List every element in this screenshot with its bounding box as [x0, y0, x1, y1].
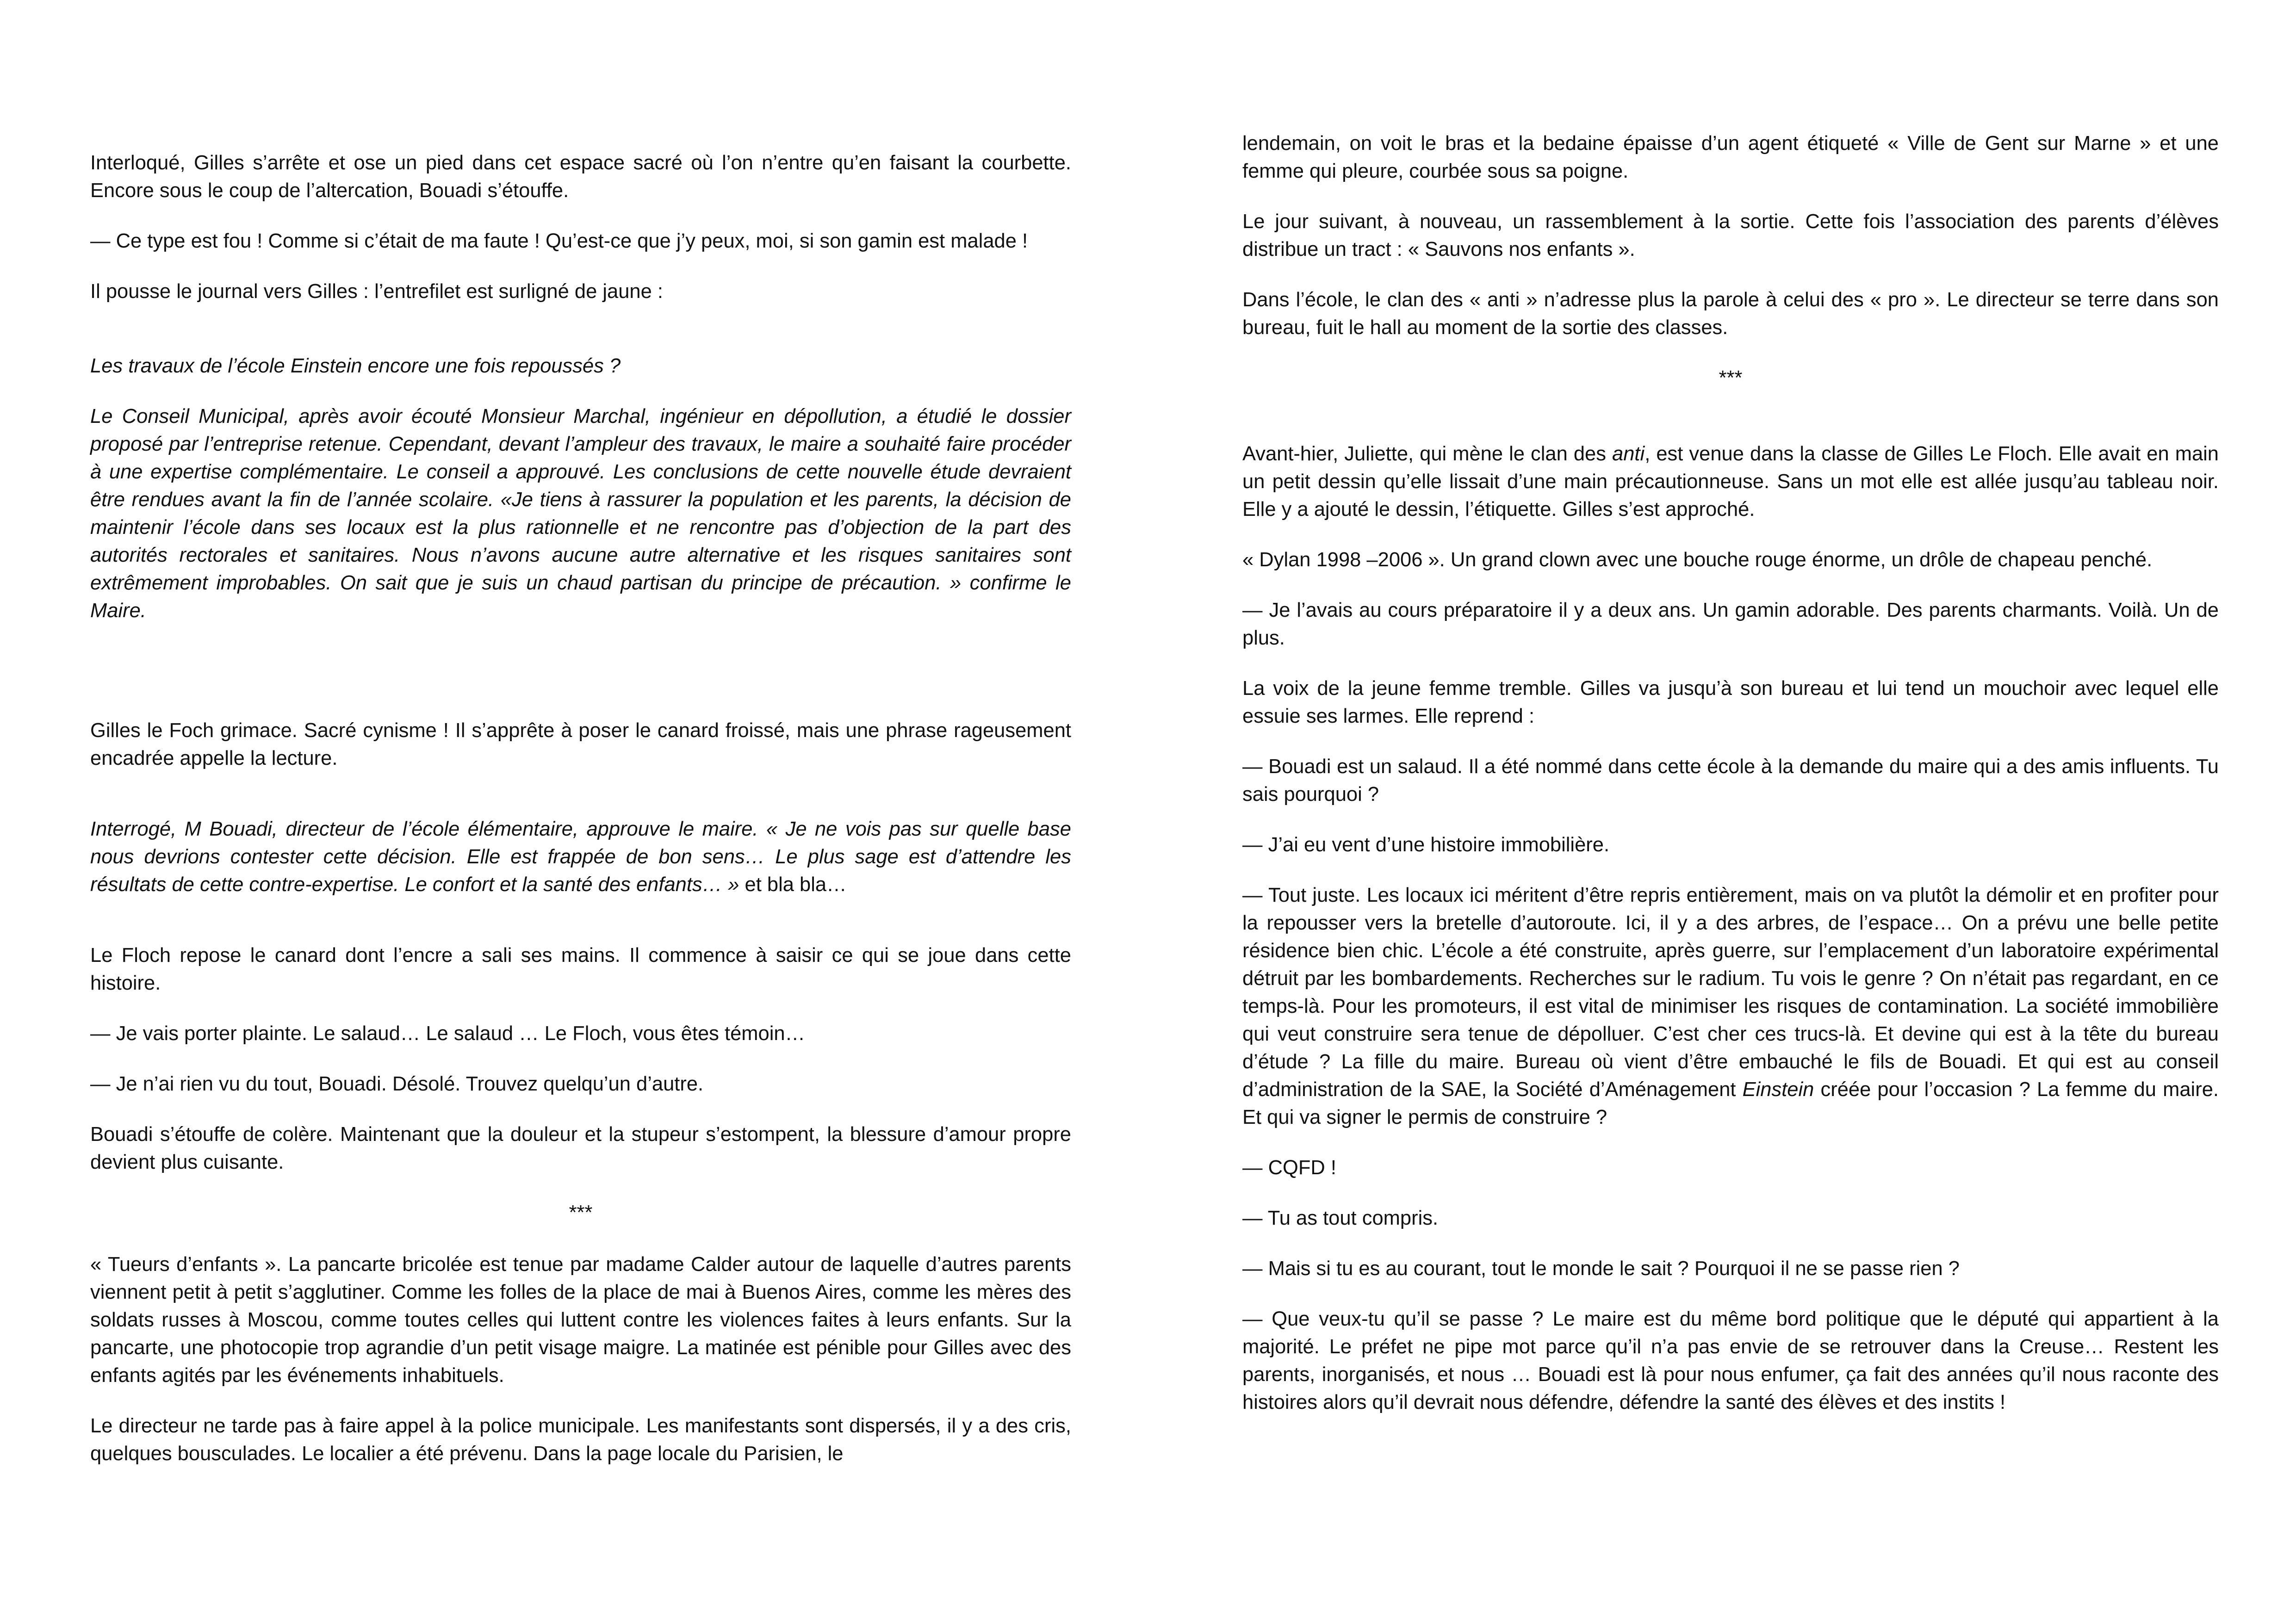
paragraph: lendemain, on voit le bras et la bedaine épaisse d’un agent étiqueté « Ville de Gent sur Marne » et une femme qui pleure, courbée sous sa poigne. [1242, 132, 2219, 182]
article-title: Les travaux de l’école Einstein encore une fois repoussés ? [90, 355, 621, 377]
paragraph: — Que veux-tu qu’il se passe ? Le maire est du même bord politique que le député qui appartient à la majorité. Le préfet ne pipe mot parce qu’il n’a pas envie de se retrouver dans la Creuse… Restent les parents, inorganisés, et nous … Bouadi est là pour nous enfumer, ça fait des années qu’il nous raconte des histoires alors qu’il devrait nous défendre, défendre la santé des élèves et des instits ! [1242, 1308, 2219, 1413]
paragraph: Le Floch repose le canard dont l’encre a sali ses mains. Il commence à saisir ce qui se joue dans cette histoire. [90, 944, 1071, 994]
paragraph: — Je l’avais au cours préparatoire il y a deux ans. Un gamin adorable. Des parents charmants. Voilà. Un de plus. [1242, 599, 2219, 649]
quote-tail: et bla bla… [739, 873, 847, 896]
paragraph: — Tu as tout compris. [1242, 1207, 1439, 1229]
paragraph [1242, 881, 2219, 1131]
text-run: — Tout juste. Les locaux ici méritent d’être repris entièrement, mais on va plutôt la démolir et en profiter pour la repousser vers la bretelle d’autoroute. Ici, il y a des arbres, de l’espace… On a prévu une belle petite résidence bien chic. L’école a été construite, après guerre, sur l’emplacement d’un laboratoire expérimental détruit par les bombardements. Recherches sur le radium. Tu vois le genre ? On n’était pas regardant, en ce temps-là. Pour les promoteurs, il est vital de minimiser les risques de contamination. La société immobilière qui veut construire sera tenue de dépolluer. C’est cher ces trucs-là. Et devine qui est à la tête du bureau d’étude ? La fille du maire. Bureau où vient d’être embauché le fils de Bouadi. Et qui est au conseil d’administration de la SAE, la Société d’Aménagement [1242, 884, 2219, 1101]
paragraph: « Dylan 1998 –2006 ». Un grand clown avec une bouche rouge énorme, un drôle de chapeau penché. [1242, 549, 2153, 571]
text-run: Avant-hier, Juliette, qui mène le clan des [1242, 443, 1613, 465]
text-run: créée pour l’occasion ? La femme du maire. Et qui va signer le permis de construire ? [1242, 1078, 2219, 1128]
paragraph: — CQFD ! [1242, 1157, 1336, 1179]
paragraph: — J’ai eu vent d’une histoire immobilière. [1242, 834, 1610, 856]
paragraph: La voix de la jeune femme tremble. Gilles va jusqu’à son bureau et lui tend un mouchoir avec lequel elle essuie ses larmes. Elle reprend : [1242, 677, 2219, 727]
paragraph: Le jour suivant, à nouveau, un rassemblement à la sortie. Cette fois l’association des parents d’élèves distribue un tract : « Sauvons nos enfants ». [1242, 211, 2219, 260]
paragraph: « Tueurs d’enfants ». La pancarte bricolée est tenue par madame Calder autour de laquelle d’autres parents viennent petit à petit s’agglutiner. Comme les folles de la place de mai à Buenos Aires, comme les mères des soldats russes à Moscou, comme toutes celles qui luttent contre les violences faites à leurs enfants. Sur la pancarte, une photocopie trop agrandie d’un petit visage maigre. La matinée est pénible pour Gilles avec des enfants agités par les événements inhabituels. [90, 1253, 1071, 1387]
paragraph: — Bouadi est un salaud. Il a été nommé dans cette école à la demande du maire qui a des amis influents. Tu sais pourquoi ? [1242, 756, 2219, 805]
left-column [90, 0, 1071, 1490]
quote-italic: Interrogé, M Bouadi, directeur de l’école élémentaire, approuve le maire. « Je ne vois pas sur quelle base nous devrions contester cette décision. Elle est frappée de bon sens… Le plus sage est d’attendre les résultats de cette contre-expertise. Le confort et la santé des enfants… » [90, 818, 1071, 896]
text-run: , est venue dans la classe de Gilles Le Floch. Elle avait en main un petit dessin qu’elle lissait d’une main précautionneuse. Sans un mot elle est allée jusqu’au tableau noir. Elle y a ajouté le dessin, l’étiquette. Gilles s’est approché. [1242, 443, 2219, 520]
paragraph: Gilles le Foch grimace. Sacré cynisme ! Il s’apprête à poser le canard froissé, mais une phrase rageusement encadrée appelle la lecture. [90, 719, 1071, 769]
paragraph: — Je n’ai rien vu du tout, Bouadi. Désolé. Trouvez quelqu’un d’autre. [90, 1073, 704, 1095]
paragraph: Bouadi s’étouffe de colère. Maintenant que la douleur et la stupeur s’estompent, la blessure d’amour propre devient plus cuisante. [90, 1123, 1071, 1173]
italic-word: Einstein [1742, 1078, 1814, 1101]
paragraph [1242, 440, 2219, 523]
section-separator: *** [1719, 367, 1743, 389]
right-column [1242, 0, 2219, 1439]
paragraph: Le directeur ne tarde pas à faire appel à la police municipale. Les manifestants sont dispersés, il y a des cris, quelques bousculades. Le localier a été prévenu. Dans la page locale du Parisien, le [90, 1415, 1071, 1465]
section-separator: *** [569, 1202, 593, 1224]
paragraph: Interloqué, Gilles s’arrête et ose un pied dans cet espace sacré où l’on n’entre qu’en faisant la courbette. Encore sous le coup de l’altercation, Bouadi s’étouffe. [90, 152, 1071, 202]
paragraph: — Ce type est fou ! Comme si c’était de ma faute ! Qu’est-ce que j’y peux, moi, si son gamin est malade ! [90, 230, 1028, 252]
paragraph: Dans l’école, le clan des « anti » n’adresse plus la parole à celui des « pro ». Le directeur se terre dans son bureau, fuit le hall au moment de la sortie des classes. [1242, 289, 2219, 339]
article-body: Le Conseil Municipal, après avoir écouté Monsieur Marchal, ingénieur en dépollution, a étudié le dossier proposé par l’entreprise retenue. Cependant, devant l’ampleur des travaux, le maire a souhaité faire procéder à une expertise complémentaire. Le conseil a approuvé. Les conclusions de cette nouvelle étude devraient être rendues avant la fin de l’année scolaire. «Je tiens à rassurer la population et les parents, la décision de maintenir l’école dans ses locaux est la plus rationnelle et ne rencontre pas d’objection de la part des autorités rectorales et sanitaires. Nous n’avons aucune autre alternative et les risques sanitaires sont extrêmement improbables. On sait que je suis un chaud partisan du principe de précaution. » confirme le Maire. [90, 405, 1071, 622]
paragraph: Il pousse le journal vers Gilles : l’entrefilet est surligné de jaune : [90, 280, 663, 303]
quote-paragraph [90, 815, 1071, 898]
paragraph: — Je vais porter plainte. Le salaud… Le salaud … Le Floch, vous êtes témoin… [90, 1022, 806, 1045]
italic-word: anti [1612, 443, 1645, 465]
paragraph: — Mais si tu es au courant, tout le monde le sait ? Pourquoi il ne se passe rien ? [1242, 1258, 1960, 1280]
